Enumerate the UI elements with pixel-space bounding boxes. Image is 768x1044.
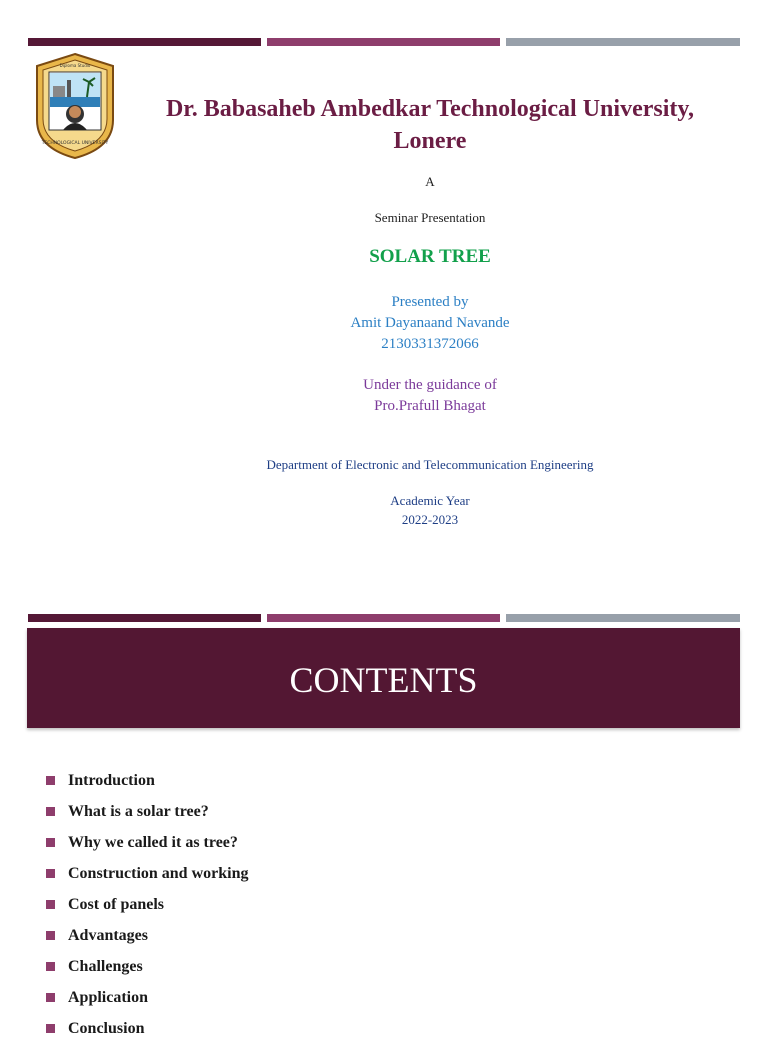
logo-ring-text: TECHNOLOGICAL UNIVERSITY xyxy=(41,141,109,146)
contents-title: CONTENTS xyxy=(289,660,478,700)
department-name: Department of Electronic and Telecommunication Engineering xyxy=(266,457,594,472)
accent-bar-magenta xyxy=(267,614,500,622)
guidance-label: Under the guidance of xyxy=(363,377,497,393)
square-bullet-icon xyxy=(46,962,55,971)
square-bullet-icon xyxy=(46,807,55,816)
list-item-label: Introduction xyxy=(68,771,155,789)
article-text: A xyxy=(425,174,435,189)
list-item xyxy=(46,1013,248,1044)
logo-banner-text: Diploma Studio xyxy=(59,63,91,68)
accent-bar-grey xyxy=(506,614,740,622)
accent-bar-dark xyxy=(28,614,261,622)
square-bullet-icon xyxy=(46,1024,55,1033)
list-item-label: Application xyxy=(68,988,149,1006)
square-bullet-icon xyxy=(46,869,55,878)
list-item-label: Conclusion xyxy=(68,1019,145,1037)
accent-bar-dark xyxy=(28,38,261,46)
list-item xyxy=(46,982,248,1013)
student-id: 2130331372066 xyxy=(381,336,479,352)
university-seal-icon xyxy=(33,52,117,160)
square-bullet-icon xyxy=(46,993,55,1002)
topic-title: SOLAR TREE xyxy=(369,246,491,267)
list-item xyxy=(46,920,248,951)
list-item xyxy=(46,827,248,858)
seminar-label: Seminar Presentation xyxy=(374,210,486,225)
square-bullet-icon xyxy=(46,838,55,847)
guide-name: Pro.Prafull Bhagat xyxy=(374,398,486,414)
contents-banner xyxy=(27,628,740,728)
list-item-label: What is a solar tree? xyxy=(68,802,209,820)
presented-by-label: Presented by xyxy=(391,294,469,310)
list-item xyxy=(46,765,248,796)
list-item-label: Cost of panels xyxy=(68,895,165,913)
list-item-label: Challenges xyxy=(68,957,143,975)
contents-list xyxy=(46,765,248,1044)
square-bullet-icon xyxy=(46,931,55,940)
square-bullet-icon xyxy=(46,776,55,785)
student-name: Amit Dayanaand Navande xyxy=(350,315,510,331)
list-item xyxy=(46,796,248,827)
university-title: Dr. Babasaheb Ambedkar Technological University, Lonere xyxy=(165,96,695,154)
list-item-label: Why we called it as tree? xyxy=(68,833,238,851)
square-bullet-icon xyxy=(46,900,55,909)
accent-bar-grey xyxy=(506,38,740,46)
list-item xyxy=(46,951,248,982)
list-item xyxy=(46,858,248,889)
list-item-label: Construction and working xyxy=(68,864,249,882)
list-item-label: Advantages xyxy=(68,926,149,944)
academic-year: 2022-2023 xyxy=(401,512,459,527)
academic-year-label: Academic Year xyxy=(390,493,470,508)
list-item xyxy=(46,889,248,920)
accent-bar-magenta xyxy=(267,38,500,46)
